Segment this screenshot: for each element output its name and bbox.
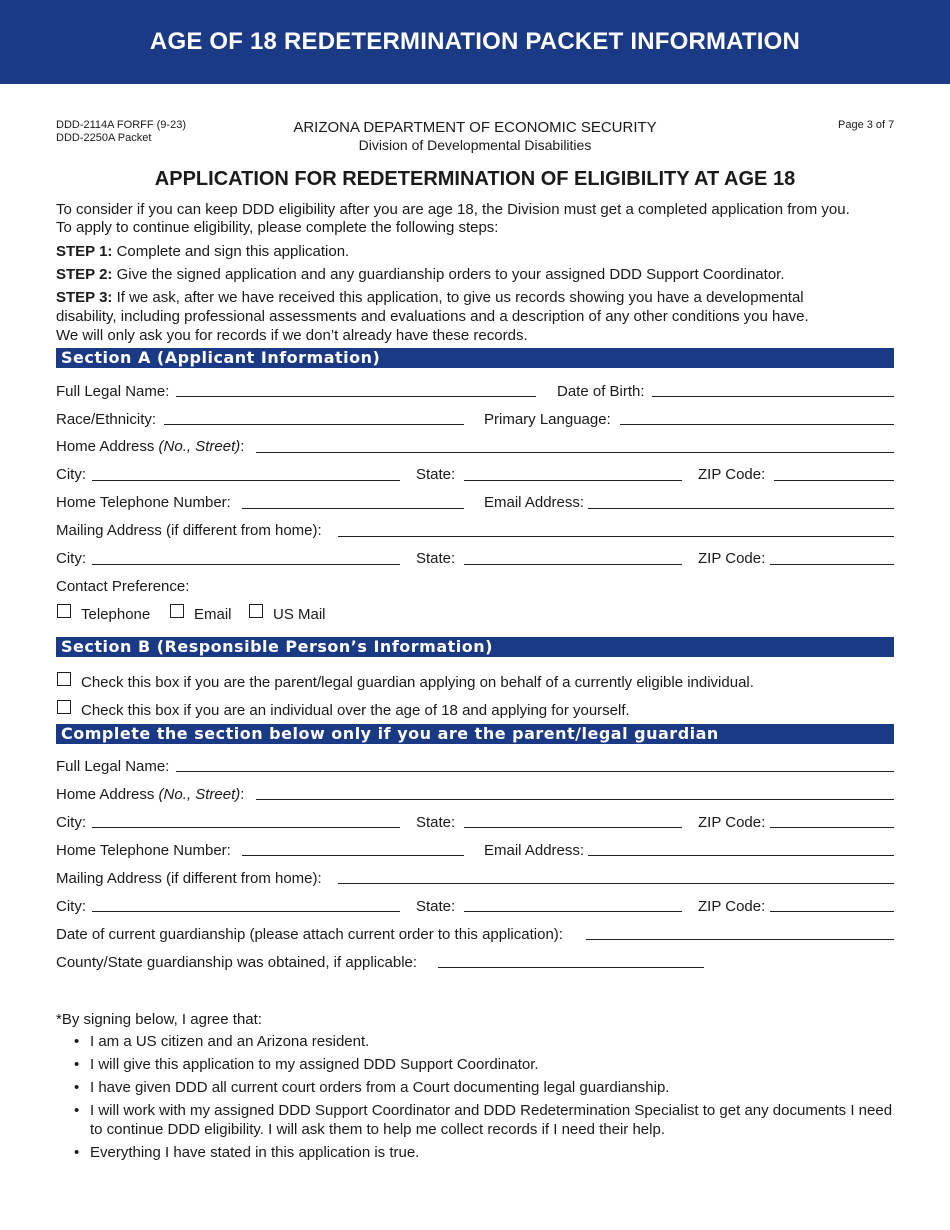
mailing-city-field[interactable] [92, 564, 400, 565]
guardian-address-field[interactable] [256, 799, 894, 800]
zip-field[interactable] [774, 480, 894, 481]
guardian-checkbox-label: Check this box if you are the parent/legal guardian applying on behalf of a currently eligible individual. [81, 674, 754, 691]
form-code: DDD-2114A FORFF (9-23) [56, 119, 186, 131]
guardian-section-heading: Complete the section below only if you are the parent/legal guardian [56, 724, 894, 744]
agreement-item: • Everything I have stated in this application is true. [74, 1144, 420, 1161]
guardian-phone-label: Home Telephone Number: [56, 842, 231, 859]
city-field[interactable] [92, 480, 400, 481]
guardian-mailing-field[interactable] [338, 883, 894, 884]
guardian-name-field[interactable] [176, 771, 894, 772]
guardian-email-field[interactable] [588, 855, 894, 856]
race-label: Race/Ethnicity: [56, 411, 157, 428]
home-address-label: Home Address (No., Street): [56, 438, 245, 455]
section-b-heading: Section B (Responsible Person’s Information) [56, 637, 894, 657]
city-label: City: [56, 466, 86, 483]
intro-line-1: To consider if you can keep DDD eligibility after you are age 18, the Division must get a completed application from you. [56, 201, 850, 218]
step-3-cont: disability, including professional assessments and evaluations and a description of any other conditions you have. [56, 308, 809, 325]
agency-name: ARIZONA DEPARTMENT OF ECONOMIC SECURITY [293, 119, 657, 136]
home-phone-field[interactable] [242, 508, 464, 509]
contact-preference-label: Contact Preference: [56, 578, 190, 595]
guardian-email-label: Email Address: [484, 842, 585, 859]
division-name: Division of Developmental Disabilities [358, 137, 592, 153]
language-field[interactable] [620, 424, 894, 425]
language-label: Primary Language: [484, 411, 611, 428]
state-label: State: [416, 466, 456, 483]
home-address-field[interactable] [256, 452, 894, 453]
dob-label: Date of Birth: [557, 383, 645, 400]
agreement-intro: *By signing below, I agree that: [56, 1011, 262, 1028]
race-field[interactable] [164, 424, 464, 425]
zip-label: ZIP Code: [698, 466, 766, 483]
page-number: Page 3 of 7 [838, 119, 895, 131]
guardian-mailing-label: Mailing Address (if different from home): [56, 870, 322, 887]
header-banner [0, 0, 950, 84]
mailing-city-label: City: [56, 550, 86, 567]
guardianship-date-label: Date of current guardianship (please attach current order to this application): [56, 926, 563, 943]
mailing-state-field[interactable] [464, 564, 682, 565]
step-3-note: We will only ask you for records if we don’t already have these records. [56, 327, 528, 344]
guardian-city-label: City: [56, 814, 86, 831]
intro-line-2: To apply to continue eligibility, please complete the following steps: [56, 219, 499, 236]
guardian-state-field[interactable] [464, 827, 682, 828]
mailing-zip-label: ZIP Code: [698, 550, 766, 567]
step-1: STEP 1: Complete and sign this application. [56, 243, 350, 260]
guardian-mailing-state-field[interactable] [464, 911, 682, 912]
page-title: APPLICATION FOR REDETERMINATION OF ELIGIBILITY AT AGE 18 [154, 168, 796, 190]
guardian-mailing-zip-field[interactable] [770, 911, 894, 912]
guardian-mailing-zip-label: ZIP Code: [698, 898, 766, 915]
mailing-address-field[interactable] [338, 536, 894, 537]
guardianship-county-label: County/State guardianship was obtained, if applicable: [56, 954, 418, 971]
step-3: STEP 3: If we ask, after we have received this application, to give us records showing you have a developmental [56, 289, 804, 306]
guardianship-date-field[interactable] [586, 939, 894, 940]
agreement-item: • I am a US citizen and an Arizona resident. [74, 1033, 370, 1050]
self-checkbox-label: Check this box if you are an individual over the age of 18 and applying for yourself. [81, 702, 630, 719]
guardian-zip-field[interactable] [770, 827, 894, 828]
guardian-city-field[interactable] [92, 827, 400, 828]
section-a-heading: Section A (Applicant Information) [56, 348, 894, 368]
full-legal-name-field[interactable] [176, 396, 536, 397]
packet-code: DDD-2250A Packet [56, 132, 152, 144]
us-mail-option-label: US Mail [273, 606, 326, 623]
guardian-mailing-city-field[interactable] [92, 911, 400, 912]
guardian-mailing-state-label: State: [416, 898, 456, 915]
home-phone-label: Home Telephone Number: [56, 494, 231, 511]
email-label: Email Address: [484, 494, 585, 511]
full-legal-name-label: Full Legal Name: [56, 383, 170, 400]
telephone-checkbox[interactable] [57, 604, 71, 618]
guardian-name-label: Full Legal Name: [56, 758, 170, 775]
guardian-state-label: State: [416, 814, 456, 831]
agreement-item: • I will work with my assigned DDD Support Coordinator and DDD Redetermination Specialist to get any documents I need to continue DDD eligibility. I will ask them to help me collect records if I need their help. [74, 1102, 893, 1138]
guardian-checkbox[interactable] [57, 672, 71, 686]
agreement-list [56, 1032, 896, 1166]
mailing-state-label: State: [416, 550, 456, 567]
guardian-address-label: Home Address (No., Street): [56, 786, 245, 803]
state-field[interactable] [464, 480, 682, 481]
guardianship-county-field[interactable] [438, 967, 704, 968]
us-mail-checkbox[interactable] [249, 604, 263, 618]
dob-field[interactable] [652, 396, 894, 397]
email-field[interactable] [588, 508, 894, 509]
agreement-item: • I have given DDD all current court orders from a Court documenting legal guardianship. [74, 1079, 670, 1096]
email-checkbox[interactable] [170, 604, 184, 618]
self-checkbox[interactable] [57, 700, 71, 714]
guardian-mailing-city-label: City: [56, 898, 86, 915]
agreement-item: • I will give this application to my assigned DDD Support Coordinator. [74, 1056, 539, 1073]
guardian-zip-label: ZIP Code: [698, 814, 766, 831]
step-2: STEP 2: Give the signed application and any guardianship orders to your assigned DDD Support Coordinator. [56, 266, 785, 283]
banner-title: AGE OF 18 REDETERMINATION PACKET INFORMATION [149, 28, 801, 55]
telephone-option-label: Telephone [81, 606, 151, 623]
guardian-phone-field[interactable] [242, 855, 464, 856]
email-option-label: Email [194, 606, 232, 623]
mailing-address-label: Mailing Address (if different from home): [56, 522, 322, 539]
mailing-zip-field[interactable] [770, 564, 894, 565]
